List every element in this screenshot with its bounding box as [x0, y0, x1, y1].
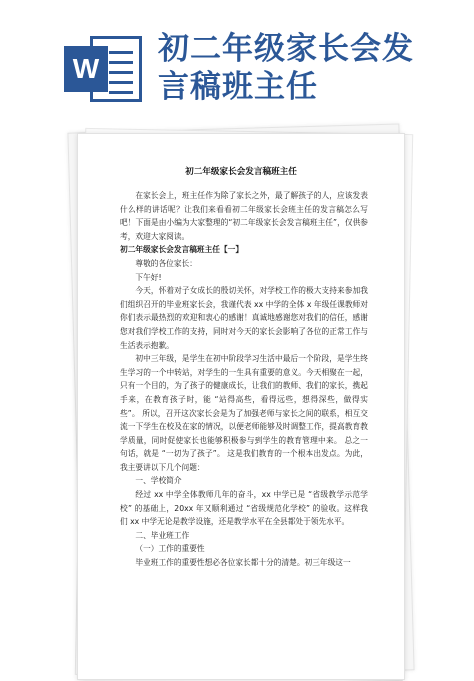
paragraph: 毕业班工作的重要性想必各位家长都十分的清楚。初三年级这一 [135, 558, 351, 568]
document-page [77, 133, 405, 680]
document-body [120, 189, 368, 570]
paragraph: 在家长会上，班主任作为除了家长之外，最了解孩子的人，应该发表什么样的讲话呢？让我们来看看初二年级家长会班主任的发言稿怎么写吧！下面是由小编为大家整理的“初二年级家长会发言稿班主任”，仅供参考，欢迎大家阅读。 [120, 191, 368, 241]
paragraph: 经过 xx 中学全体教师几年的奋斗，xx 中学已是 “省级教学示范学校” 的基础上，20xx 年又顺利通过 “省级规范化学校” 的验收。这样我们 xx 中学无论是教学设施，还是教学水平在全县都处于领先水平。 [120, 490, 368, 527]
paragraph: 今天，怀着对子女成长的殷切关怀，对学校工作的极大支持来参加我们组织召开的毕业班家长会，我谨代表 xx 中学的全体 x 年级任课教师对你们表示最热烈的欢迎和衷心的感谢！真诚地感谢您对我们的信任，感谢您对我们学校工作的支持，同时对今天的家长会影响了各位的正常工作与生活表示抱歉。 [120, 286, 368, 350]
paragraph: 一、学校简介 [135, 476, 182, 486]
paragraph: 初中三年级，是学生在初中阶段学习生活中最后一个阶段，是学生终生学习的一个中转站，对学生的一生具有重要的意义。今天相聚在一起，只有一个目的，为了孩子的健康成长，让我们的教师、我们的家长，携起手来，在教育孩子时，能 “站得高些，看得远些，想得深些，做得实些”。 所以，召开这次家长会是为了加强老师与家长之间的联系，相互交流一下学生在校及在家的情况，以便老师能够及时调整工作，提高教育教学质量，同时促使家长也能够积极参与到学生的教育管理中来。 总之一句话，就是 “一切为了孩子”。 这是我们教育的一个根本出发点。为此，我主要讲以下几个问题： [120, 354, 368, 472]
paragraph: （一）工作的重要性 [135, 544, 205, 554]
banner-title [158, 30, 458, 106]
word-badge: W [64, 46, 108, 92]
banner-title-line-1: 初二年级家长会发 [158, 31, 414, 67]
section-heading: 初二年级家长会发言稿班主任【一】 [120, 245, 244, 255]
paragraph: 二、毕业班工作 [135, 530, 190, 540]
banner-title-line-2: 言稿班主任 [158, 69, 318, 105]
paragraph: 下午好! [135, 272, 162, 282]
word-logo-icon [64, 36, 142, 102]
paragraph: 尊敬的各位家长： [135, 258, 197, 268]
banner [0, 0, 474, 120]
document-title: 初二年级家长会发言稿班主任 [185, 167, 297, 177]
